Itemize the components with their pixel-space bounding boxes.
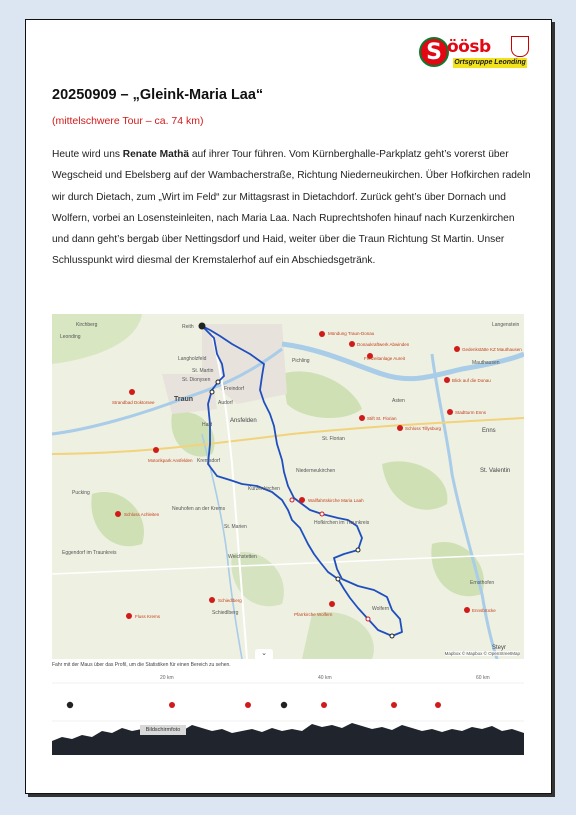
tour-leader: Renate Mathä [122, 149, 190, 160]
map-canvas [52, 314, 524, 659]
poi-label: Schiedlberg [218, 598, 242, 603]
start-flag-icon[interactable] [67, 702, 73, 708]
crest-icon [511, 36, 529, 57]
poi-label: Stift St. Florian [367, 416, 397, 421]
poi-label: Schloss Achleiten [124, 512, 160, 517]
place-label: Weichstetten [228, 554, 257, 560]
page [25, 19, 552, 794]
place-label: St. Marien [224, 524, 247, 530]
place-label: Mauthausen [472, 360, 500, 366]
place-label: Asten [392, 398, 405, 404]
place-label: Schiedlberg [212, 610, 239, 616]
logo-subtitle: Ortsgruppe Leonding [454, 59, 526, 66]
place-label: Kurzenkirchen [248, 486, 280, 492]
elevation-canvas [52, 671, 524, 755]
km-label: 20 km [160, 675, 174, 681]
place-label: Leonding [60, 334, 81, 340]
poi-label: Blick auf die Donau [452, 378, 491, 383]
description-intro: Heute wird uns [52, 149, 123, 160]
place-label: Neuhofen an der Krems [172, 506, 226, 512]
club-logo [417, 33, 531, 71]
poi-label: Gedenkstätte KZ Mauthausen [462, 347, 522, 352]
poi-marker-icon[interactable] [447, 409, 453, 415]
km-label: 60 km [476, 675, 490, 681]
map-attribution[interactable]: Mapbox © Mapbox © OpenStreetMap [444, 651, 520, 656]
place-label: Langholzfeld [178, 356, 207, 362]
route-map[interactable] [52, 314, 524, 659]
poi-label: Motorikpark Ansfelden [148, 458, 193, 463]
km-label: 40 km [318, 675, 332, 681]
poi-label: Strandbad Doktorsee [112, 400, 155, 405]
poi-marker-icon[interactable] [209, 597, 215, 603]
place-label: Pucking [72, 490, 90, 496]
poi-marker-icon[interactable] [444, 377, 450, 383]
place-label: Niederneukirchen [296, 468, 336, 474]
logo-circle-icon [419, 37, 449, 67]
poi-marker-icon[interactable] [153, 447, 159, 453]
poi-marker-icon[interactable] [129, 389, 135, 395]
elevation-area [52, 723, 524, 755]
screenshot-button[interactable]: Bildschirmfoto [140, 725, 186, 735]
place-label: Audorf [218, 400, 233, 406]
place-label: Haid [202, 422, 213, 428]
place-label: St. Dionysen [182, 377, 211, 383]
map-pin-icon[interactable] [281, 702, 287, 708]
poi-label: Freizeitanlage Aureit [364, 356, 406, 361]
poi-label: Schloss Tillysburg [405, 426, 442, 431]
elevation-profile[interactable] [52, 671, 524, 755]
waypoint-marker[interactable] [366, 617, 370, 621]
place-label: Hofkirchen im Traunkreis [314, 520, 370, 526]
poi-marker-icon[interactable] [329, 601, 335, 607]
waypoint-marker[interactable] [390, 634, 394, 638]
poi-marker-icon[interactable] [397, 425, 403, 431]
page-title: 20250909 – „Gleink-Maria Laa“ [52, 87, 264, 103]
place-label: Ernsthofen [470, 580, 495, 586]
poi-label: Mündung Traun-Donau [328, 331, 375, 336]
poi-marker-icon[interactable] [454, 346, 460, 352]
poi-marker-icon[interactable] [126, 613, 132, 619]
place-label: St. Valentin [480, 468, 511, 474]
place-label: Kirchberg [76, 322, 98, 328]
poi-marker-icon[interactable] [169, 702, 175, 708]
logo-letter: S [426, 40, 442, 65]
poi-label: Fluss Krems [135, 614, 161, 619]
waypoint-marker[interactable] [216, 380, 220, 384]
poi-marker-icon[interactable] [391, 702, 397, 708]
poi-marker-icon[interactable] [115, 511, 121, 517]
tour-description [52, 144, 532, 272]
tour-difficulty: (mittelschwere Tour – ca. 74 km) [52, 115, 204, 127]
poi-label: Ennsbrücke [472, 608, 496, 613]
poi-label: Pfarrkirche Wolfern [294, 612, 333, 617]
place-label: Pichling [292, 358, 310, 364]
poi-marker-icon[interactable] [464, 607, 470, 613]
place-label: Ansfelden [230, 418, 257, 424]
poi-marker-icon[interactable] [435, 702, 441, 708]
logo-box [417, 33, 531, 71]
place-label: Steyr [492, 645, 507, 651]
poi-label: Wallfahrtskirche Maria Laah [308, 498, 364, 503]
place-label: St. Florian [322, 436, 345, 442]
place-label: Kremsdorf [197, 458, 221, 464]
poi-marker-icon[interactable] [359, 415, 365, 421]
place-label: Reith [182, 324, 194, 330]
waypoint-marker[interactable] [336, 577, 340, 581]
logo-brand: öösb [447, 37, 491, 57]
description-body: auf ihrer Tour führen. Vom Kürnberghalle-Parkplatz geht’s vorerst über Wegscheid und Ebelsberg auf der Wambacherstraße, Richtung Niederneukirchen. Über Hofkirchen radeln wir durch Dietach, zum „Wirt im Feld“ zur Mittagsrast in Dietachdorf. Zurück geht’s über Dornach und Wolfern, vorbei an Losensteinleiten, nach Maria Laa. Nach Ruprechtshofen hinauf nach Kurzenkirchen und dann geht’s bergab über Nettingsdorf und Haid, weiter über die Traun Richtung St Martin. Unser Schlusspunkt wird diesmal der Kremstalerhof auf ein Abschiedsgetränk. [52, 149, 531, 267]
place-label: Enns [482, 428, 496, 434]
start-marker[interactable] [199, 323, 206, 330]
place-label: Eggendorf im Traunkreis [62, 550, 117, 556]
poi-marker-icon[interactable] [245, 702, 251, 708]
poi-label: Donaukraftwerk Abwinden [357, 342, 410, 347]
poi-marker-icon[interactable] [349, 341, 355, 347]
profile-hint: Fahr mit der Maus über das Profil, um die Statistiken für einen Bereich zu sehen. [52, 659, 524, 671]
waypoint-marker[interactable] [356, 548, 360, 552]
place-label: Wolfern [372, 606, 390, 612]
place-label: Traun [174, 396, 194, 403]
waypoint-marker[interactable] [320, 512, 324, 516]
waypoint-marker[interactable] [210, 390, 214, 394]
poi-marker-icon[interactable] [299, 497, 305, 503]
collapse-profile-button[interactable]: ⌄ [255, 649, 273, 659]
poi-marker-icon[interactable] [321, 702, 327, 708]
poi-marker-icon[interactable] [319, 331, 325, 337]
place-label: Langenstein [492, 322, 520, 328]
waypoint-marker[interactable] [290, 498, 294, 502]
poi-label: Stadtturm Enns [455, 410, 487, 415]
place-label: St. Martin [192, 368, 214, 374]
place-label: Freindorf [224, 386, 245, 392]
